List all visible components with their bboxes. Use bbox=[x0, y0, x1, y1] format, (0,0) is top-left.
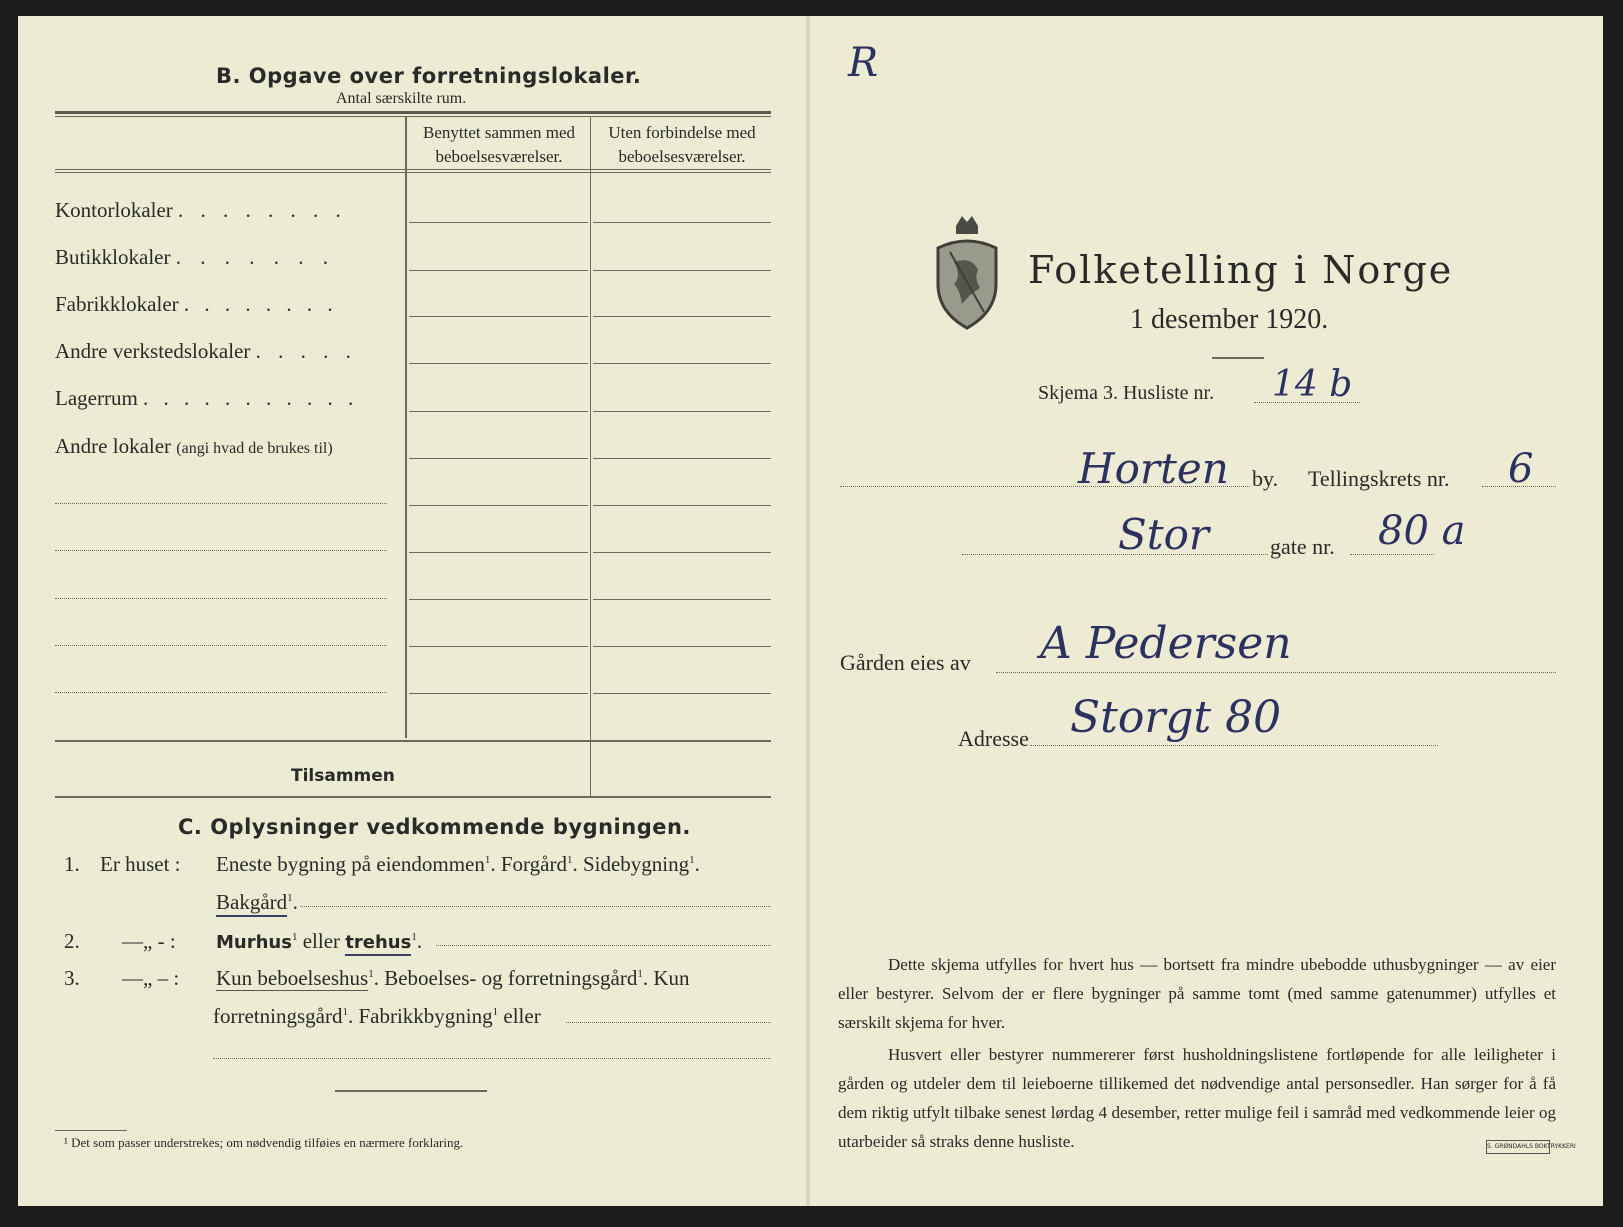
cell-rule bbox=[409, 270, 588, 271]
cell-rule bbox=[593, 693, 771, 694]
owner-line bbox=[996, 672, 1556, 673]
by-label: by. bbox=[1252, 466, 1279, 491]
tellingskrets-line bbox=[1482, 486, 1556, 487]
table-top-rule bbox=[55, 111, 771, 114]
row-note: (angi hvad de brukes til) bbox=[176, 440, 333, 457]
item-1-label: Er huset : bbox=[100, 852, 181, 876]
item-1-bakgard: Bakgård$^1$. bbox=[216, 890, 298, 915]
header-rule bbox=[55, 169, 771, 170]
row-label: Fabrikklokaler bbox=[55, 292, 179, 316]
blank-line bbox=[55, 692, 387, 693]
section-c-title: C. Oplysninger vedkommende bygningen. bbox=[178, 815, 691, 839]
row-label: Andre lokaler bbox=[55, 434, 172, 458]
footnote-ref: 1 bbox=[637, 968, 643, 980]
blank-line bbox=[55, 550, 387, 551]
cell-rule bbox=[409, 505, 588, 506]
section-b-subtitle: Antal særskilte rum. bbox=[336, 90, 467, 107]
cell-rule bbox=[593, 458, 771, 459]
table-col-divider-2 bbox=[590, 116, 591, 796]
blank-line bbox=[55, 503, 387, 504]
coat-of-arms-icon bbox=[932, 212, 1002, 332]
fill-line bbox=[436, 945, 771, 946]
cell-rule bbox=[593, 316, 771, 317]
garden-label: Gården eies av bbox=[840, 650, 971, 675]
row-kontorlokaler bbox=[55, 198, 347, 223]
tellingskrets-value[interactable]: 6 bbox=[1508, 446, 1534, 492]
footnote-ref: 1 bbox=[484, 854, 491, 866]
row-andre-verkstedslokaler bbox=[55, 339, 357, 364]
cell-rule bbox=[593, 505, 771, 506]
row-andre-lokaler bbox=[55, 434, 333, 459]
item-3-label: —„ – : bbox=[122, 966, 180, 990]
cell-rule bbox=[593, 599, 771, 600]
cell-rule bbox=[593, 363, 771, 364]
footnote-ref: 1 bbox=[411, 931, 417, 943]
leader-dots: . . . . . . . . bbox=[183, 292, 338, 316]
table-top-rule-2 bbox=[55, 116, 771, 117]
text: . Forgård bbox=[490, 852, 567, 876]
row-label: Andre verkstedslokaler bbox=[55, 339, 251, 363]
husliste-nr-line bbox=[1254, 402, 1360, 403]
blank-line bbox=[55, 645, 387, 646]
cell-rule bbox=[409, 458, 588, 459]
item-2-label: —„ - : bbox=[122, 929, 176, 953]
footnote-ref: 1 bbox=[368, 968, 374, 980]
fill-line bbox=[213, 1058, 771, 1059]
gate-label: gate nr. bbox=[1270, 534, 1335, 559]
cell-rule bbox=[409, 363, 588, 364]
row-label: Kontorlokaler bbox=[55, 198, 173, 222]
gate-nr-value[interactable]: 80 a bbox=[1378, 508, 1466, 554]
footnote-rule bbox=[55, 1130, 127, 1131]
row-label: Lagerrum bbox=[55, 386, 138, 410]
footnote: ¹ Det som passer understrekes; om nødvendig tilføies en nærmere forklaring. bbox=[64, 1135, 464, 1150]
footnote-ref: 1 bbox=[291, 931, 298, 943]
text: eller bbox=[297, 929, 346, 953]
cell-rule bbox=[409, 222, 588, 223]
printer-stamp: S. GRØNDAHLS BOKTRYKKERI bbox=[1486, 1140, 1550, 1154]
leader-dots: . . . . . bbox=[255, 339, 357, 363]
row-label: Butikklokaler bbox=[55, 245, 171, 269]
cell-rule bbox=[593, 270, 771, 271]
owner-value[interactable]: A Pedersen bbox=[1040, 618, 1292, 669]
form-title: Folketelling i Norge bbox=[1028, 248, 1454, 292]
text: Kun beboelseshus bbox=[216, 966, 369, 990]
gate-value[interactable]: Stor bbox=[1118, 510, 1210, 559]
murhus: Murhus bbox=[216, 932, 292, 953]
item-3-number: 3. bbox=[64, 966, 80, 990]
corner-mark: R bbox=[848, 40, 879, 86]
underlined-answer: trehus bbox=[345, 932, 411, 956]
leader-dots: . . . . . . . bbox=[175, 245, 335, 269]
column-header-benyttet: Benyttet sammen med beboelsesværelser. bbox=[422, 123, 576, 166]
adresse-label: Adresse bbox=[958, 726, 1029, 751]
section-end-rule bbox=[335, 1090, 487, 1092]
row-fabrikklokaler bbox=[55, 292, 338, 317]
tellingskrets-label: Tellingskrets nr. bbox=[1308, 466, 1450, 491]
text: . Sidebygning bbox=[572, 852, 690, 876]
table-col-divider-1 bbox=[405, 116, 407, 738]
instructions-paragraph-2: Husvert eller bestyrer nummererer først husholdningslistene fortløpende for alle leiligheter i gården og utdeler dem til leieboerne tillikemed det nødvendige antal personsedler. Han sørger for å få dem riktig utfylt tilbake senest lørdag 4 desember, retter mulige feil i samråd med vedkommende leier og utarbeider så straks denne husliste. bbox=[838, 1045, 1556, 1151]
table-bottom-rule bbox=[55, 796, 771, 798]
footnote-ref: 1 bbox=[492, 1006, 499, 1018]
text: . Kun bbox=[642, 966, 690, 990]
footnote-ref: 1 bbox=[689, 854, 695, 866]
skjema-label: Skjema 3. Husliste nr. bbox=[1038, 382, 1215, 404]
tilsammen-label: Tilsammen bbox=[291, 766, 395, 786]
row-lagerrum bbox=[55, 386, 358, 411]
instructions-paragraph-1: Dette skjema utfylles for hvert hus — bortsett fra mindre ubebodde uthusbygninger — av eier eller bestyrer. Selvom der er flere bygninger på samme tomt (med samme gatenummer) utfylles et særskilt skjema for hver. bbox=[838, 955, 1556, 1032]
blank-line bbox=[55, 598, 387, 599]
adresse-value[interactable]: Storgt 80 bbox=[1070, 692, 1282, 743]
footnote-ref: 1 bbox=[342, 1006, 348, 1018]
footnote-ref: 1 bbox=[287, 892, 293, 904]
item-2-number: 2. bbox=[64, 929, 80, 953]
cell-rule bbox=[593, 552, 771, 553]
total-rule bbox=[55, 740, 771, 742]
adresse-line bbox=[1030, 745, 1438, 746]
gate-nr-line bbox=[1350, 554, 1434, 555]
underlined-answer: Bakgård bbox=[216, 890, 287, 917]
form-date: 1 desember 1920. bbox=[1130, 304, 1329, 335]
row-butikklokaler bbox=[55, 245, 335, 270]
text: . Beboelses- og forretningsgård bbox=[373, 966, 638, 990]
item-3-line-2 bbox=[213, 1004, 541, 1029]
cell-rule bbox=[409, 599, 588, 600]
item-1-text: Eneste bygning på eiendommen$^1$. Forgård$^1$. Sidebygning$^1$. bbox=[216, 852, 700, 876]
item-3-text bbox=[216, 966, 690, 991]
item-2-text: Murhus$^1$ eller trehus$^1$. bbox=[216, 929, 422, 954]
husliste-nr-value[interactable]: 14 b bbox=[1272, 364, 1353, 405]
cell-rule bbox=[593, 646, 771, 647]
text: forretningsgård bbox=[213, 1004, 343, 1028]
cell-rule bbox=[409, 552, 588, 553]
text: . Fabrikkbygning bbox=[347, 1004, 493, 1028]
title-rule bbox=[1212, 357, 1264, 359]
cell-rule bbox=[593, 222, 771, 223]
cell-rule bbox=[409, 411, 588, 412]
section-b-title: B. Opgave over forretningslokaler. bbox=[216, 64, 642, 88]
gate-line bbox=[962, 554, 1268, 555]
item-1-number: 1. bbox=[64, 852, 80, 876]
header-rule-2 bbox=[55, 172, 771, 173]
leader-dots: . . . . . . . . . . . bbox=[143, 386, 359, 410]
cell-rule bbox=[409, 646, 588, 647]
cell-rule bbox=[409, 316, 588, 317]
cell-rule bbox=[409, 693, 588, 694]
column-header-uten: Uten forbindelse med beboelsesværelser. bbox=[608, 123, 756, 166]
by-value[interactable]: Horten bbox=[1078, 444, 1229, 493]
footnote-ref: 1 bbox=[566, 854, 573, 866]
cell-rule bbox=[593, 411, 771, 412]
leader-dots: . . . . . . . . bbox=[178, 198, 347, 222]
text: Eneste bygning på eiendommen bbox=[216, 852, 485, 876]
fill-line bbox=[566, 1022, 771, 1023]
fill-line bbox=[300, 906, 771, 907]
text: eller bbox=[498, 1004, 541, 1028]
by-line bbox=[840, 486, 1250, 487]
